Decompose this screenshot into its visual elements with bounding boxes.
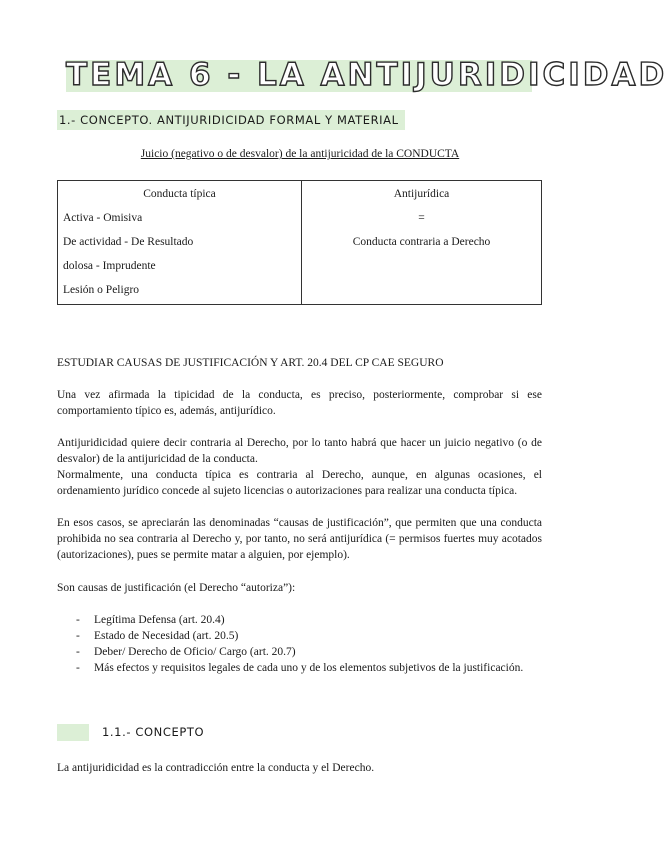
- title-text: TEMA 6 - LA ANTIJURIDICIDAD: [66, 57, 667, 93]
- list-item: [76, 628, 542, 644]
- list-marker: -: [76, 646, 80, 658]
- table-right-cell: [302, 181, 542, 305]
- final-sentence: La antijuridicidad es la contradicción entre la conducta y el Derecho.: [57, 762, 375, 774]
- left-header: Conducta típica: [143, 188, 216, 200]
- paragraph: Normalmente, una conducta típica es contraria al Derecho, aunque, en algunas ocasiones, el ordenamiento jurídico concede al sujeto licencias o autorizaciones para realizar una conducta típica.: [57, 469, 542, 497]
- list-marker: -: [76, 662, 80, 674]
- list-marker: -: [76, 630, 80, 642]
- list-item: [76, 660, 542, 676]
- list-item: [76, 612, 542, 628]
- left-item: De actividad - De Resultado: [63, 236, 194, 248]
- subsection-highlight: [57, 724, 89, 741]
- paragraph: Una vez afirmada la tipicidad de la conducta, es preciso, posteriormente, comprobar si ese comportamiento típico es, además, antijurídico.: [57, 389, 542, 417]
- left-item: Lesión o Peligro: [63, 284, 140, 296]
- section-heading: [57, 110, 399, 130]
- list-item-text: Más efectos y requisitos legales de cada uno y de los elementos subjetivos de la justificación.: [94, 662, 524, 674]
- list-marker: -: [76, 614, 80, 626]
- right-item: Conducta contraria a Derecho: [352, 236, 491, 248]
- right-item: =: [418, 212, 425, 224]
- list-item-text: Deber/ Derecho de Oficio/ Cargo (art. 20.7): [94, 646, 296, 658]
- list-item-text: Legítima Defensa (art. 20.4): [94, 614, 225, 626]
- list-item: [76, 644, 542, 660]
- subsection-heading: 1.1.- CONCEPTO: [102, 725, 205, 739]
- conduct-table: [57, 180, 542, 305]
- left-item: Activa - Omisiva: [63, 212, 143, 224]
- left-item: dolosa - Imprudente: [63, 260, 156, 272]
- section-heading-text: 1.- CONCEPTO. ANTIJURIDICIDAD FORMAL Y MATERIAL: [59, 113, 399, 127]
- judgment-heading: Juicio (negativo o de desvalor) de la antijuricidad de la CONDUCTA: [140, 148, 460, 160]
- list-item-text: Estado de Necesidad (art. 20.5): [94, 630, 239, 642]
- document-title: [66, 56, 667, 94]
- paragraph: Son causas de justificación (el Derecho “autoriza”):: [57, 582, 296, 594]
- paragraph: En esos casos, se apreciarán las denominadas “causas de justificación”, que permiten que una conducta prohibida no sea contraria al Derecho y, por tanto, no será antijurídica (= permisos fuertes muy acotados (autorizaciones), pues se permite matar a alguien, por ejemplo).: [57, 517, 542, 561]
- paragraph: Antijuridicidad quiere decir contraria al Derecho, por lo tanto habrá que hacer un juicio negativo (o de desvalor) de la antijuricidad de la conducta.: [57, 437, 542, 465]
- study-note: ESTUDIAR CAUSAS DE JUSTIFICACIÓN Y ART. 20.4 DEL CP CAE SEGURO: [57, 357, 444, 369]
- table-left-cell: [58, 181, 302, 305]
- causes-list: [76, 612, 542, 676]
- right-header: Antijurídica: [393, 188, 450, 200]
